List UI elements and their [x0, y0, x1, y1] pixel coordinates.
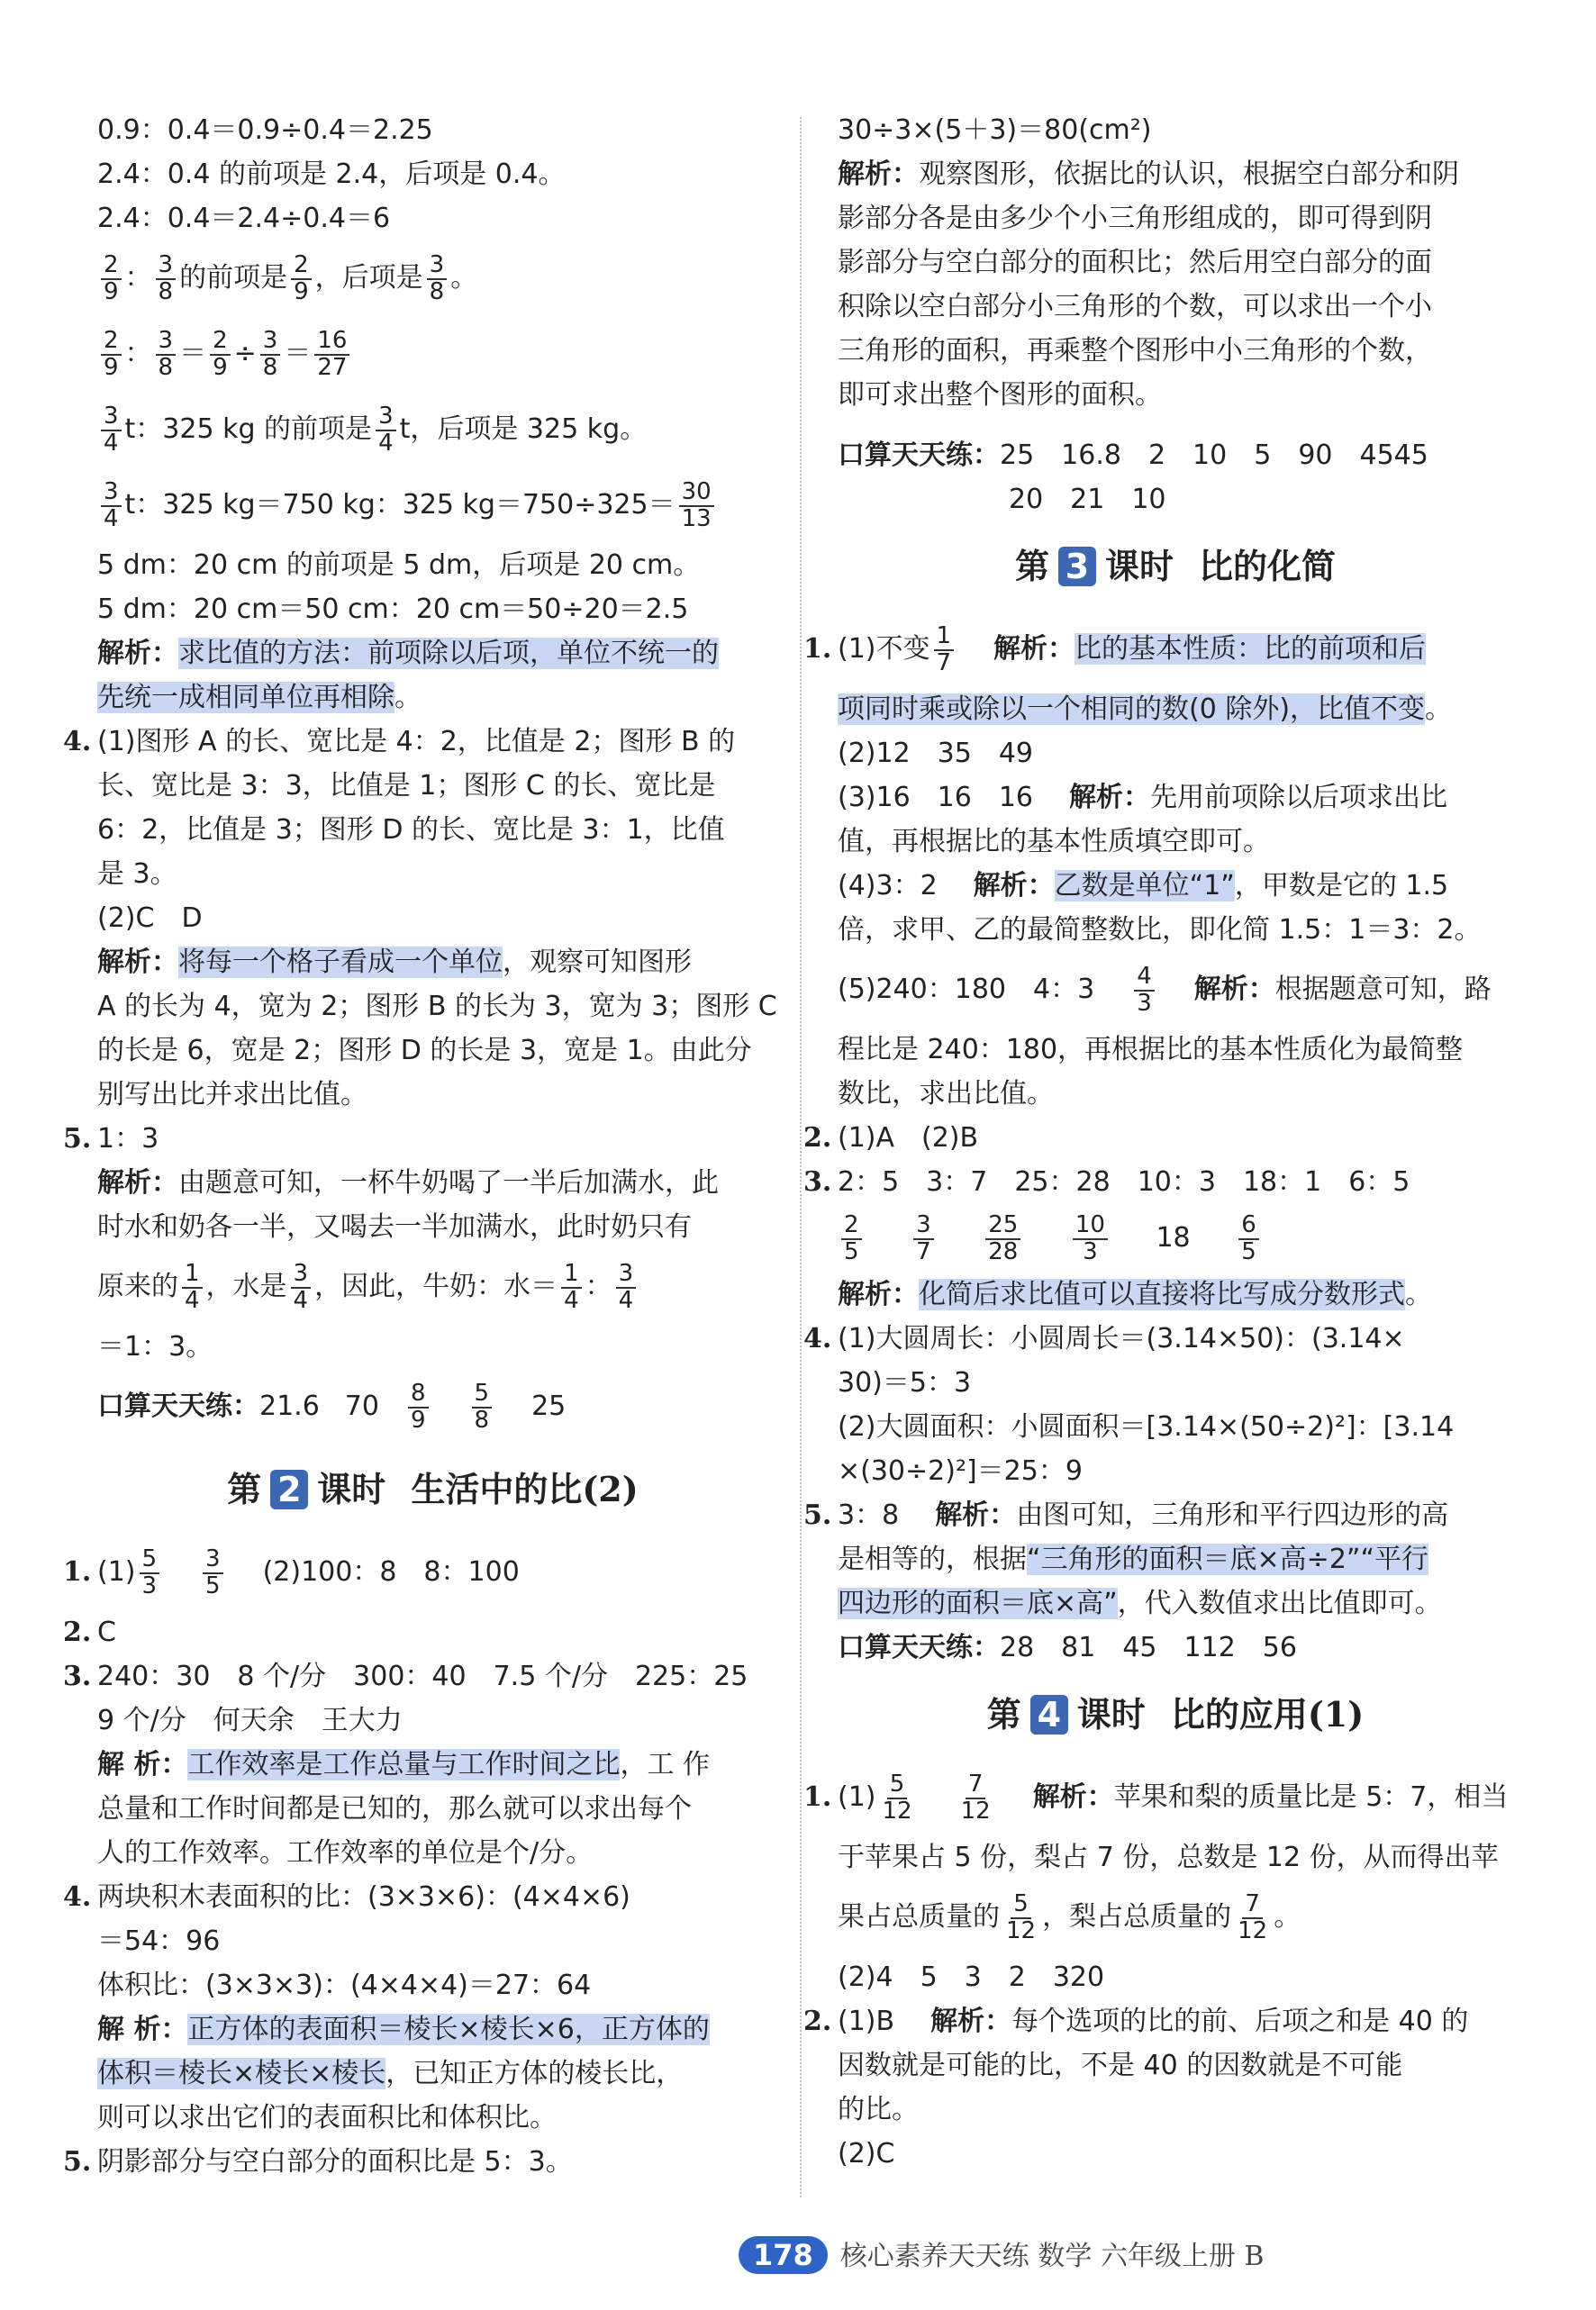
fraction-line: $\frac{2}{9}$ ： $\frac{3}{8}$ ＝ $\frac{2}{9}$ ÷ $\frac{3}{8}$ ＝ $\frac{16}{27}$	[97, 316, 768, 392]
text-line: 的长是 6，宽是 2；图形 D 的长是 3，宽是 1。由此分	[97, 1035, 752, 1066]
fraction: $\frac{2}{9}$	[101, 329, 122, 380]
question-2: 2. (1)A (2)B	[803, 1122, 979, 1154]
text-line: 6：2，比值是 3；图形 D 的长、宽比是 3：1，比值	[97, 814, 725, 846]
fraction: $\frac{4}{3}$	[1134, 965, 1155, 1016]
fraction: $\frac{1}{4}$	[561, 1262, 582, 1313]
page-footer	[739, 2233, 1264, 2274]
analysis-line: 先统一成相同单位再相除。	[97, 682, 422, 713]
text-line: 体积比：(3×3×3)：(4×4×4)＝27：64	[97, 1970, 592, 2001]
highlight: 求比值的方法：前项除以后项，单位不统一的	[178, 638, 719, 669]
fraction: $\frac{2}{9}$	[101, 253, 122, 304]
text-line: ＝1：3。	[97, 1331, 213, 1363]
text-line: 总量和工作时间都是已知的，那么就可以求出每个	[97, 1793, 692, 1825]
text-line: 9 个/分 何天余 王大力	[97, 1705, 403, 1736]
analysis-line: 解 析：正方体的表面积＝棱长×棱长×6，正方体的	[97, 2014, 710, 2045]
fraction: $\frac{3}{8}$	[260, 329, 281, 380]
question-1: 1. (1) $\frac{5}{12}$ $\frac{7}{12}$ 解析：苹果和梨的质量比是 5：7，相当	[803, 1771, 1509, 1825]
question-4: 4. (1)图形 A 的长、宽比是 4：2，比值是 2；图形 B 的	[63, 726, 736, 757]
book-title: 核心素养天天练 数学 六年级上册 B	[839, 2241, 1265, 2272]
fraction: $\frac{3}{5}$	[203, 1547, 223, 1599]
fraction-line: $\frac{3}{4}$ t：325 kg＝750 kg：325 kg＝750÷325＝ $\frac{30}{13}$	[97, 467, 768, 543]
fraction: $\frac{3}{4}$	[376, 404, 396, 456]
highlight: 正方体的表面积＝棱长×棱长×6，正方体的	[187, 2014, 710, 2045]
analysis-line: 体积＝棱长×棱长×棱长，已知正方体的棱长比，	[97, 2058, 684, 2089]
question-5: 5. 阴影部分与空白部分的面积比是 5：3。	[63, 2146, 573, 2178]
text-line: (2)4 5 3 2 320	[838, 1961, 1105, 1993]
text-line: (2)C D	[97, 902, 203, 934]
text-line: 影部分各是由多少个小三角形组成的，即可得到阴	[838, 203, 1432, 234]
fraction-line: 原来的 $\frac{1}{4}$ ，水是 $\frac{3}{4}$ ，因此，牛奶：水＝ $\frac{1}{4}$ ： $\frac{3}{4}$	[97, 1249, 768, 1325]
text-line: ×(30÷2)²]＝25：9	[838, 1455, 1083, 1487]
whole-number: 18	[1156, 1222, 1191, 1254]
mental-math-line: 口算天天练：21.6 70 $\frac{8}{9}$ $\frac{5}{8}$ 25	[97, 1380, 567, 1434]
fraction: $\frac{5}{8}$	[472, 1381, 493, 1433]
question-1: 1. (1) $\frac{5}{3}$ $\frac{3}{5}$ (2)100：8 8：100	[63, 1545, 520, 1599]
fraction: $\frac{3}{4}$	[101, 480, 122, 531]
analysis-line: 四边形的面积＝底×高”，代入数值求出比值即可。	[838, 1588, 1442, 1619]
right-column	[803, 108, 1513, 2176]
fraction: $\frac{25}{28}$	[985, 1213, 1020, 1264]
highlight: 化简后求比值可以直接将比写成分数形式	[919, 1279, 1405, 1310]
fraction-line: 果占总质量的 $\frac{5}{12}$ ，梨占总质量的 $\frac{7}{12}$ 。	[838, 1890, 1301, 1944]
fraction: $\frac{7}{12}$	[960, 1771, 991, 1825]
fraction: $\frac{3}{4}$	[291, 1262, 312, 1313]
fraction: $\frac{3}{7}$	[913, 1213, 934, 1264]
text-line: 30÷3×(5＋3)＝80(cm²)	[838, 114, 1152, 146]
text-line: 值，再根据比的基本性质填空即可。	[838, 826, 1270, 857]
highlight: 工作效率是工作总量与工作时间之比	[187, 1749, 621, 1780]
fraction: $\frac{2}{9}$	[210, 329, 231, 380]
fraction: $\frac{2}{9}$	[291, 253, 312, 304]
text-line: 数比，求出比值。	[838, 1078, 1054, 1110]
text-line: (4)3：2 解析：乙数是单位“1”，甲数是它的 1.5	[838, 870, 1449, 901]
question-3: 3. 240：30 8 个/分 300：40 7.5 个/分 225：25	[63, 1661, 748, 1692]
fraction: $\frac{6}{5}$	[1238, 1213, 1259, 1264]
text-line: 积除以空白部分小三角形的个数，可以求出一个小	[838, 291, 1432, 322]
text-line: 的比。	[838, 2094, 919, 2125]
fraction: $\frac{1}{4}$	[182, 1262, 203, 1313]
fraction: $\frac{2}{5}$	[841, 1213, 862, 1264]
fraction: $\frac{3}{8}$	[156, 253, 177, 304]
highlight: “三角形的面积＝底×高÷2”“平行	[1027, 1544, 1428, 1575]
text-line: (2)12 35 49	[838, 738, 1034, 769]
text-line: 别写出比并求出比值。	[97, 1079, 367, 1110]
analysis-line: 解析：化简后求比值可以直接将比写成分数形式。	[838, 1279, 1432, 1310]
question-1: 1. (1)不变 $\frac{1}{7}$ 解析：比的基本性质：比的前项和后	[803, 622, 1427, 676]
analysis-line: 解析：由题意可知，一杯牛奶喝了一半后加满水，此	[97, 1167, 719, 1199]
column-divider	[800, 117, 802, 2197]
text-line: 三角形的面积，再乘整个图形中小三角形的个数，	[838, 335, 1432, 367]
text-line: 时水和奶各一半，又喝去一半加满水，此时奶只有	[97, 1211, 692, 1243]
question-5: 5. 1：3	[63, 1123, 159, 1155]
question-2: 2. (1)B 解析：每个选项的比的前、后项之和是 40 的	[803, 2006, 1469, 2037]
question-3: 3. 2：5 3：7 25：28 10：3 18：1 6：5	[803, 1166, 1410, 1198]
highlight: 项同时乘或除以一个相同的数(0 除外)，比值不变	[838, 693, 1426, 725]
analysis-line: 解析：将每一个格子看成一个单位，观察可知图形	[97, 947, 692, 978]
analysis-line: 是相等的，根据“三角形的面积＝底×高÷2”“平行	[838, 1544, 1428, 1575]
fraction: $\frac{3}{8}$	[427, 253, 448, 304]
section-heading: 第 2 课时 生活中的比(2)	[227, 1469, 639, 1509]
fraction-line: (5)240：180 4：3 $\frac{4}{3}$ 解析：根据题意可知，路	[838, 963, 1492, 1017]
question-5: 5. 3：8 解析：由图可知，三角形和平行四边形的高	[803, 1499, 1449, 1531]
fraction: $\frac{3}{8}$	[156, 329, 177, 380]
text-line: 5 dm：20 cm 的前项是 5 dm，后项是 20 cm。	[97, 549, 701, 581]
question-4: 4. 两块积木表面积的比：(3×3×6)：(4×4×6)	[63, 1881, 630, 1913]
highlight: 先统一成相同单位再相除	[97, 682, 394, 713]
text-line: (2)大圆面积：小圆面积＝[3.14×(50÷2)²]：[3.14	[838, 1411, 1455, 1443]
mental-math-line: 口算天天练：25 16.8 2 10 5 90 4545	[838, 439, 1428, 471]
fraction: $\frac{3}{4}$	[101, 404, 122, 456]
text-line: 2.4：0.4 的前项是 2.4，后项是 0.4。	[97, 159, 566, 190]
analysis-line: 解析：观察图形，依据比的认识，根据空白部分和阴	[838, 159, 1459, 190]
analysis-line: 解析：求比值的方法：前项除以后项，单位不统一的	[97, 638, 719, 669]
text-line: 影部分与空白部分的面积比；然后用空白部分的面	[838, 247, 1432, 278]
text-line: ＝54：96	[97, 1925, 221, 1957]
text-line: 30)＝5：3	[838, 1367, 972, 1399]
fraction: $\frac{10}{3}$	[1073, 1213, 1108, 1264]
text-line: 倍，求甲、乙的最简整数比，即化简 1.5：1＝3：2。	[838, 914, 1482, 946]
fraction: $\frac{5}{12}$	[882, 1771, 912, 1825]
analysis-line: 解 析：工作效率是工作总量与工作时间之比，工 作	[97, 1749, 710, 1780]
mental-math-line: 20 21 10	[1009, 484, 1166, 515]
text-line: 2.4：0.4＝2.4÷0.4＝6	[97, 203, 391, 234]
left-column	[63, 108, 777, 2184]
question-2: 2. C	[63, 1617, 116, 1648]
text-line: 0.9：0.4＝0.9÷0.4＝2.25	[97, 114, 433, 146]
fraction: $\frac{8}{9}$	[408, 1381, 429, 1433]
text-line: 于苹果占 5 份，梨占 7 份，总数是 12 份，从而得出苹	[838, 1842, 1499, 1873]
section-heading: 第 4 课时 比的应用(1)	[986, 1694, 1365, 1735]
text-line: 是 3。	[97, 858, 177, 890]
analysis-line: 项同时乘或除以一个相同的数(0 除外)，比值不变。	[838, 693, 1453, 725]
text-line: 程比是 240：180，再根据比的基本性质化为最简整	[838, 1034, 1464, 1065]
text-line: 长、宽比是 3：3，比值是 1；图形 C 的长、宽比是	[97, 770, 716, 802]
question-4: 4. (1)大圆周长：小圆周长＝(3.14×50)：(3.14×	[803, 1323, 1405, 1354]
highlight: 乙数是单位“1”	[1054, 870, 1235, 901]
text-line: 人的工作效率。工作效率的单位是个/分。	[97, 1837, 594, 1869]
fraction-line	[838, 1204, 1513, 1273]
text-line: (2)C	[838, 2138, 895, 2170]
text-line: (3)16 16 16 解析：先用前项除以后项求出比	[838, 782, 1448, 813]
fraction: $\frac{16}{27}$	[314, 329, 349, 380]
fraction: $\frac{5}{12}$	[1006, 1890, 1037, 1944]
fraction: $\frac{7}{12}$	[1238, 1890, 1268, 1944]
mental-math-line: 口算天天练：28 81 45 112 56	[838, 1632, 1297, 1663]
text-line: 5 dm：20 cm＝50 cm：20 cm＝50÷20＝2.5	[97, 593, 689, 625]
fraction: $\frac{1}{7}$	[934, 624, 955, 675]
highlight: 比的基本性质：比的前项和后	[1075, 633, 1427, 665]
text-line: A 的长为 4，宽为 2；图形 B 的长为 3，宽为 3；图形 C	[97, 991, 777, 1022]
fraction-line: $\frac{2}{9}$ ： $\frac{3}{8}$ 的前项是 $\frac{2}{9}$ ，后项是 $\frac{3}{8}$ 。	[97, 240, 768, 316]
fraction-line: $\frac{3}{4}$ t：325 kg 的前项是 $\frac{3}{4}$ t，后项是 325 kg。	[97, 392, 768, 467]
fraction: $\frac{5}{3}$	[140, 1547, 160, 1599]
fraction: $\frac{30}{13}$	[679, 480, 714, 531]
text-line: 则可以求出它们的表面积比和体积比。	[97, 2102, 557, 2133]
highlight: 体积＝棱长×棱长×棱长	[97, 2058, 386, 2089]
text-line: 因数就是可能的比，不是 40 的因数就是不可能	[838, 2050, 1403, 2081]
page-number: 178	[739, 2236, 828, 2274]
section-heading: 第 3 课时 比的化简	[1014, 546, 1337, 586]
highlight: 四边形的面积＝底×高”	[838, 1588, 1118, 1619]
text-line: 即可求出整个图形的面积。	[838, 379, 1162, 411]
highlight: 将每一个格子看成一个单位	[178, 947, 503, 978]
fraction: $\frac{3}{4}$	[616, 1262, 637, 1313]
